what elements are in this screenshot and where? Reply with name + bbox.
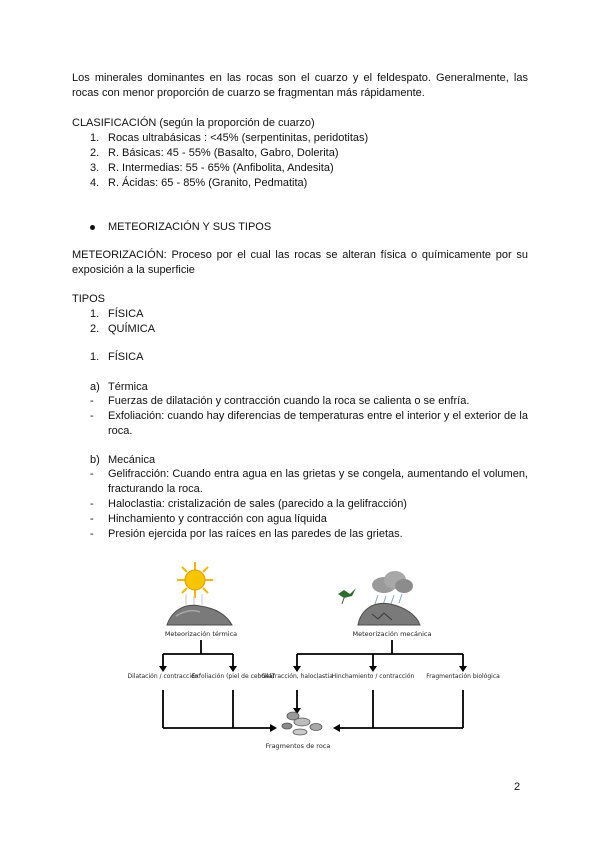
page-number: 2 <box>514 781 521 793</box>
list-item: 3. R. Intermedias: 55 - 65% (Anfibolita, Andesita) <box>90 162 334 174</box>
thermal-heading: a) Térmica <box>90 381 148 393</box>
diagram-leaf-3: Gelifracción, haloclastia <box>261 673 333 680</box>
classification-heading: CLASIFICACIÓN (según la proporción de cuarzo) <box>72 117 315 129</box>
diagram-leaf-1: Dilatación / contracción <box>127 673 199 680</box>
list-item: - Exfoliación: cuando hay diferencias de temperaturas entre el interior y el exterior de la roca. <box>90 410 528 437</box>
rock-icon <box>358 603 420 625</box>
list-item: 2. R. Básicas: 45 - 55% (Basalto, Gabro, Dolerita) <box>90 147 339 159</box>
cloud-icon <box>372 571 413 605</box>
list-item: - Fuerzas de dilatación y contracción cuando la roca se calienta o se enfría. <box>90 395 470 407</box>
diagram-leaf-4: Hinchamiento / contracción <box>331 673 415 680</box>
types-heading: TIPOS <box>72 293 106 305</box>
list-item: - Hinchamiento y contracción con agua líquida <box>90 513 327 525</box>
list-item: 2. QUÍMICA <box>90 323 156 335</box>
list-item: 4. R. Ácidas: 65 - 85% (Granito, Pedmatita) <box>90 177 308 189</box>
diagram-leaf-2: Exfoliación (piel de cebolla) <box>191 673 275 680</box>
mechanical-heading: b) Mecánica <box>90 454 156 466</box>
definition-paragraph: METEORIZACIÓN: Proceso por el cual las rocas se alteran física o químicamente por su exposición a la superficie <box>72 249 528 276</box>
sun-icon <box>177 562 213 598</box>
list-item: 1. FÍSICA <box>90 308 144 320</box>
section-title: METEORIZACIÓN Y SUS TIPOS <box>108 221 272 233</box>
list-item: 1. Rocas ultrabásicas : <45% (serpentinitas, peridotitas) <box>90 132 369 144</box>
diagram-leaf-5: Fragmentación biológica <box>426 673 500 680</box>
bird-icon <box>338 588 356 604</box>
diagram-result-label: Fragmentos de roca <box>265 742 331 750</box>
list-item: - Presión ejercida por las raíces en las paredes de las grietas. <box>90 528 403 540</box>
intro-paragraph: Los minerales dominantes en las rocas son el cuarzo y el feldespato. Generalmente, las rocas con menor proporción de cuarzo se fragmentan más rápidamente. <box>72 72 528 99</box>
diagram-mechanical-label: Meteorización mecánica <box>352 630 432 638</box>
list-item: - Haloclastia: cristalización de sales (parecido a la gelifracción) <box>90 498 407 510</box>
list-item: - Gelifracción: Cuando entra agua en las grietas y se congela, aumentando el volumen, fracturando la roca. <box>90 468 528 495</box>
diagram-thermal-label: Meteorización térmica <box>164 630 238 638</box>
rock-fragments-icon <box>282 712 322 735</box>
diagram-connectors <box>163 640 463 728</box>
list-item: 1. FÍSICA <box>90 351 144 363</box>
